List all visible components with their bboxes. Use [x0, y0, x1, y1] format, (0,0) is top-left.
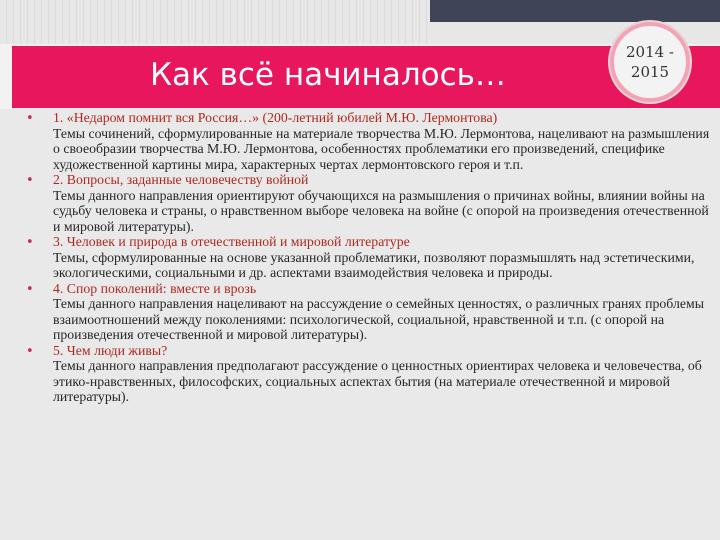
- bullet-icon: •: [26, 281, 34, 297]
- bullet-icon: •: [26, 235, 34, 250]
- slide-title: Как всё начиналось…: [150, 57, 506, 93]
- list-item: [22, 110, 712, 172]
- decor-lines: [0, 0, 430, 44]
- item-heading: 2. Вопросы, заданные человечеству войной: [53, 172, 309, 187]
- list-item: [22, 172, 712, 234]
- item-body: Темы данного направления предполагают рассуждение о ценностных ориентирах человека и человечества, об этико-нравственных, философских, социальных аспектах бытия (на материале отечественной и мировой литературы).: [53, 358, 702, 404]
- item-heading: 4. Спор поколений: вместе и врозь: [53, 280, 257, 296]
- list-item: [22, 281, 712, 343]
- bullet-icon: •: [26, 343, 34, 359]
- year-badge: [610, 22, 690, 102]
- item-body: Темы данного направления ориентируют обучающихся на размышления о причинах войны, влиянии войны на судьбу человека и страны, о нравственном выборе человека на войне (с опорой на произведения отечественной и мировой литературы).: [53, 187, 709, 234]
- list-item: [22, 234, 712, 281]
- item-heading: 1. «Недаром помнит вся Россия…» (200-летний юбилей М.Ю. Лермонтова): [53, 110, 498, 125]
- decor-dark-bar: [430, 0, 720, 22]
- year-badge-text: 2014 - 2015: [625, 43, 674, 81]
- list-item: [22, 343, 712, 405]
- item-body: Темы данного направления нацеливают на рассуждение о семейных ценностях, о различных гранях проблемы взаимоотношений между поколениями: психологической, социальной, нравственной и т.п. (с опорой на произведения отечественной и мировой литературы).: [53, 296, 704, 342]
- content-list: [22, 110, 712, 530]
- bullet-icon: •: [26, 173, 34, 188]
- bullet-icon: •: [26, 111, 34, 126]
- top-decor-strip: [0, 0, 720, 44]
- item-heading: 3. Человек и природа в отечественной и мировой литературе: [53, 234, 410, 249]
- item-body: Темы сочинений, сформулированные на материале творчества М.Ю. Лермонтова, нацеливают на размышления о своеобразии творчества М.Ю. Лермонтова, особенностях проблематики его произведений, специфике художественной картины мира, характерных чертах лермонтовского героя и т.п.: [53, 125, 710, 172]
- item-heading: 5. Чем люди живы?: [53, 342, 168, 358]
- item-body: Темы, сформулированные на основе указанной проблематики, позволяют поразмышлять над эстетическими, экологическими, социальными и др. аспектами взаимодействия человека и природы.: [53, 249, 695, 280]
